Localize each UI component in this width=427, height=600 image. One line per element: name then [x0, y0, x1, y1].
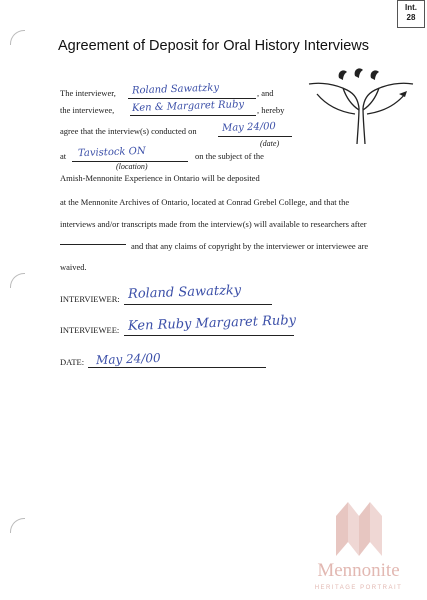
- document-title: Agreement of Deposit for Oral History Interviews: [57, 38, 370, 54]
- clause-archives: at the Mennonite Archives of Ontario, located at Conrad Grebel College, and that the: [60, 197, 350, 207]
- interviewee-signature: Ken Ruby Margaret Ruby: [127, 313, 297, 334]
- archive-tag: [397, 0, 425, 28]
- clause-waived: waived.: [60, 262, 87, 272]
- interviewer-signature-label: INTERVIEWER:: [60, 294, 120, 304]
- interview-date-handwritten: May 24/00: [221, 121, 277, 134]
- location-caption: (location): [116, 162, 148, 171]
- clause-interviewer-suffix: , and: [257, 88, 274, 98]
- interviewer-name-handwritten: Roland Sawatzky: [131, 82, 220, 97]
- mennonite-heritage-watermark: [296, 498, 421, 598]
- clause-location-prefix: at: [60, 151, 67, 161]
- clause-interviewee-suffix: , hereby: [257, 105, 285, 115]
- tulip-tree-logo: [303, 66, 419, 146]
- clause-subject: Amish-Mennonite Experience in Ontario will be deposited: [60, 173, 260, 183]
- clause-date-prefix: agree that the interview(s) conducted on: [60, 126, 197, 136]
- watermark-subtitle: HERITAGE PORTRAIT: [314, 585, 403, 591]
- signed-date: May 24/00: [95, 350, 161, 368]
- interviewer-signature: Roland Sawatzky: [127, 283, 242, 302]
- clause-interviewer-prefix: The interviewer,: [60, 88, 116, 98]
- clause-interviewee-prefix: the interviewee,: [60, 105, 115, 115]
- archive-tag-line1: Int.: [405, 3, 417, 12]
- archive-tag-line2: 28: [406, 13, 416, 22]
- interviewee-signature-label: INTERVIEWEE:: [60, 325, 120, 335]
- interviewee-name-handwritten: Ken & Margaret Ruby: [131, 99, 245, 114]
- binder-ring-bottom: [10, 518, 25, 533]
- date-signature-label: DATE:: [60, 357, 85, 367]
- binder-ring-middle: [10, 273, 25, 288]
- clause-copyright: and that any claims of copyright by the interviewer or interviewee are: [131, 241, 369, 251]
- date-caption: (date): [260, 139, 280, 148]
- clause-availability: interviews and/or transcripts made from the interview(s) will available to researchers after: [60, 219, 367, 229]
- watermark-emblem: [334, 498, 384, 558]
- watermark-name: Mennonite: [317, 560, 400, 581]
- location-handwritten: Tavistock ON: [77, 145, 146, 160]
- availability-date-field: [60, 232, 126, 245]
- clause-location-suffix: on the subject of the: [195, 151, 264, 161]
